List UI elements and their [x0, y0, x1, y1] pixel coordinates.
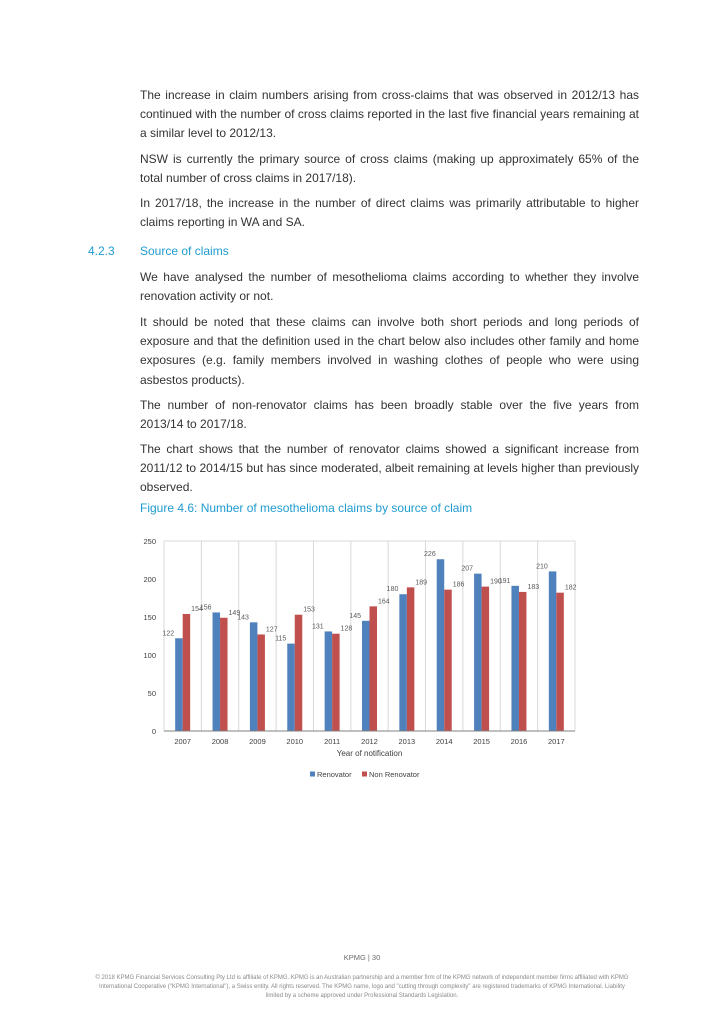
legal-notice: © 2018 KPMG Financial Services Consulting Pty Ltd is affiliate of KPMG. KPMG is an Australian partnership and a member firm of the KPMG network of independent member firms affiliated with KPMG International Cooperative ("KPMG International"), a Swiss entity. All rights reserved. The KPMG name, logo and "cutting through complexity" are registered trademarks of KPMG International. Liability limited by a scheme approved under Professional Standards Legislation.: [95, 975, 629, 999]
renovator-label-2013: 180: [386, 586, 399, 594]
renovator-bar-2009: [250, 622, 258, 731]
non-renovator-label-2017: 182: [564, 584, 577, 592]
paragraph-non-renovator: The number of non-renovator claims has been broadly stable over the five years from 2013/14 to 2017/18.: [140, 398, 639, 432]
x-tick-label: 2015: [473, 737, 490, 746]
non-renovator-label-2012: 164: [378, 598, 390, 606]
renovator-label-2010: 115: [275, 635, 287, 643]
non-renovator-label-2016: 183: [527, 583, 540, 591]
non-renovator-label-2007: 154: [191, 605, 203, 613]
legend-label-0: Renovator: [317, 770, 352, 779]
x-tick-label: 2013: [398, 737, 416, 746]
non-renovator-label-2013: 189: [415, 579, 428, 587]
non-renovator-label-2009: 127: [265, 626, 278, 634]
non-renovator-bar-2014: [444, 590, 452, 731]
x-tick-label: 2014: [435, 737, 453, 746]
legend-swatch-1: [362, 772, 367, 777]
x-tick-label: 2012: [361, 737, 378, 746]
paragraph-direct-claims: In 2017/18, the increase in the number of direct claims was primarily attributable to higher claims reporting in WA and SA.: [140, 196, 639, 230]
x-tick-label: 2016: [510, 737, 528, 746]
non-renovator-bar-2009: [257, 634, 265, 731]
claims-bar-chart: [134, 531, 586, 783]
non-renovator-bar-2016: [519, 592, 527, 731]
renovator-bar-2010: [287, 644, 295, 731]
paragraph-nsw-source: NSW is currently the primary source of cross claims (making up approximately 65% of the total number of cross claims in 2017/18).: [140, 152, 639, 186]
paragraph-renovator-trend: The chart shows that the number of renovator claims showed a significant increase from 2011/12 to 2014/15 but has since moderated, albeit remaining at levels higher than previously observed.: [140, 442, 639, 495]
section-number: 4.2.3: [88, 244, 115, 258]
non-renovator-label-2010: 153: [303, 606, 315, 614]
page-number: KPMG | 30: [343, 953, 381, 962]
non-renovator-label-2011: 128: [340, 625, 353, 633]
x-tick-label: 2008: [211, 737, 229, 746]
renovator-bar-2012: [362, 621, 370, 731]
paragraph-analysis: We have analysed the number of mesothelioma claims according to whether they involve renovation activity or not.: [140, 270, 639, 304]
figure-caption: Figure 4.6: Number of mesothelioma claims by source of claim: [140, 501, 473, 515]
section-title: Source of claims: [140, 244, 229, 258]
renovator-bar-2007: [175, 638, 183, 731]
renovator-bar-2015: [474, 574, 482, 731]
y-tick-label: 0: [151, 727, 156, 736]
non-renovator-bar-2015: [482, 587, 490, 731]
y-tick-label: 200: [143, 575, 156, 584]
renovator-label-2011: 131: [311, 623, 324, 631]
chart-x-axis: [164, 731, 575, 746]
renovator-bar-2013: [399, 594, 407, 731]
renovator-label-2017: 210: [536, 563, 548, 571]
non-renovator-bar-2007: [183, 614, 191, 731]
renovator-label-2012: 145: [349, 612, 361, 620]
x-tick-label: 2017: [547, 737, 565, 746]
renovator-bar-2014: [437, 559, 445, 731]
y-tick-label: 150: [143, 613, 156, 622]
chart-legend: [310, 770, 420, 779]
renovator-bar-2016: [511, 586, 519, 731]
x-tick-label: 2007: [174, 737, 192, 746]
y-tick-label: 100: [143, 651, 156, 660]
legend-label-1: Non Renovator: [369, 770, 420, 779]
non-renovator-label-2008: 149: [228, 609, 241, 617]
non-renovator-bar-2017: [556, 593, 564, 731]
x-tick-label: 2010: [286, 737, 304, 746]
non-renovator-bar-2010: [295, 615, 303, 731]
renovator-label-2009: 143: [237, 614, 249, 622]
non-renovator-bar-2013: [407, 587, 415, 731]
renovator-label-2016: 191: [498, 577, 511, 585]
renovator-label-2007: 122: [162, 630, 175, 638]
x-tick-label: 2011: [324, 737, 341, 746]
chart-bars: [175, 559, 564, 731]
x-tick-label: 2009: [249, 737, 266, 746]
non-renovator-bar-2011: [332, 634, 340, 731]
renovator-label-2014: 226: [424, 551, 436, 559]
non-renovator-label-2014: 186: [452, 581, 465, 589]
renovator-bar-2017: [549, 571, 557, 731]
non-renovator-label-2015: 190: [490, 578, 502, 586]
non-renovator-bar-2012: [370, 606, 378, 731]
y-tick-label: 50: [147, 689, 156, 698]
chart-x-axis-title: Year of notification: [336, 749, 403, 758]
renovator-label-2008: 156: [199, 604, 212, 612]
renovator-bar-2008: [213, 612, 221, 731]
chart-y-axis: [143, 537, 156, 736]
y-tick-label: 250: [143, 537, 156, 546]
paragraph-exposure-note: It should be noted that these claims can involve both short periods and long periods of exposure and that the definition used in the chart below also includes other family and home exposures (e.g. family members involved in washing clothes of people who were using asbestos products).: [140, 315, 639, 387]
renovator-bar-2011: [325, 631, 333, 731]
paragraph-cross-claims: The increase in claim numbers arising from cross-claims that was observed in 2012/13 has continued with the number of cross claims reported in the last five financial years remaining at a similar level to 2012/13.: [140, 88, 639, 141]
legend-swatch-0: [310, 772, 315, 777]
renovator-label-2015: 207: [461, 565, 474, 573]
non-renovator-bar-2008: [220, 618, 228, 731]
